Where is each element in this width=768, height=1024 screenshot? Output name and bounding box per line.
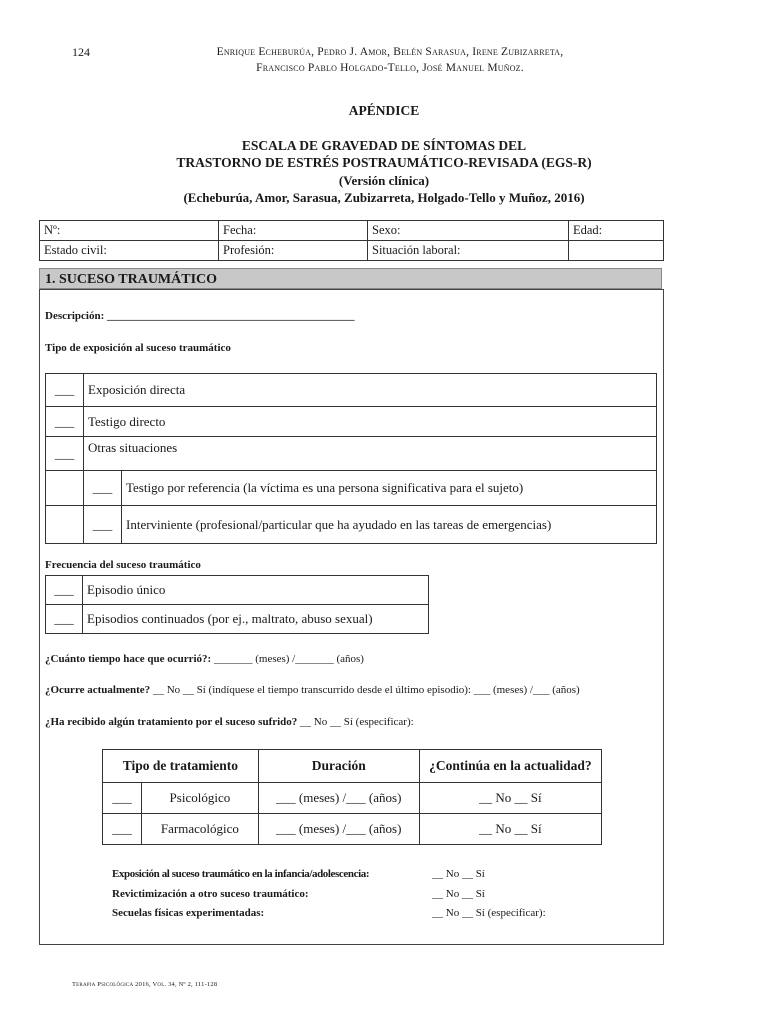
question-time-label: ¿Cuánto tiempo hace que ocurrió?:	[45, 653, 212, 665]
final-item	[112, 888, 652, 900]
question-current-label: ¿Ocurre actualmente?	[45, 684, 151, 696]
authors-line-2: Francisco Pablo Holgado-Tello, José Manuel Muñoz.	[256, 62, 524, 74]
scale-authors: (Echeburúa, Amor, Sarasua, Zubizarreta, Holgado-Tello y Muñoz, 2016)	[183, 190, 585, 205]
final-item-label: Exposición al suceso traumático en la infancia/adolescencia:	[112, 868, 370, 880]
participant-info-table	[39, 220, 664, 261]
treatment-continues-header: ¿Continúa en la actualidad?	[419, 750, 601, 783]
treatment-duration[interactable]: ___ (meses) /___ (años)	[258, 783, 419, 814]
question-treatment	[45, 716, 414, 728]
description-line[interactable]: _____________________________________________	[107, 310, 355, 322]
exposure-sub-blank[interactable]: ___	[84, 506, 122, 544]
exposure-sub-blank[interactable]: ___	[84, 471, 122, 506]
treatment-duration[interactable]: ___ (meses) /___ (años)	[258, 814, 419, 845]
scale-version: (Versión clínica)	[338, 173, 430, 188]
field-age[interactable]: Edad:	[569, 221, 664, 241]
exposure-blank[interactable]: ___	[46, 437, 84, 471]
frequency-item: Episodios continuados (por ej., maltrato, abuso sexual)	[83, 605, 429, 634]
question-treatment-label: ¿Ha recibido algún tratamiento por el suceso sufrido?	[45, 716, 298, 728]
exposure-item: Testigo directo	[84, 407, 657, 437]
frequency-label: Frecuencia del suceso traumático	[45, 559, 201, 571]
description-label: Descripción:	[45, 310, 105, 322]
field-profession[interactable]: Profesión:	[219, 241, 368, 261]
treatment-blank[interactable]: ___	[103, 783, 142, 814]
question-current	[45, 684, 580, 696]
scale-title-line-1: ESCALA DE GRAVEDAD DE SÍNTOMAS DEL	[241, 138, 527, 153]
treatment-type: Psicológico	[142, 783, 259, 814]
final-item	[112, 868, 652, 880]
question-time	[45, 653, 364, 665]
final-item-answer[interactable]: __ No __ Sí	[432, 868, 485, 880]
treatment-duration-header: Duración	[258, 750, 419, 783]
exposure-item: Exposición directa	[84, 374, 657, 407]
exposure-blank[interactable]: ___	[46, 374, 84, 407]
field-date[interactable]: Fecha:	[219, 221, 368, 241]
appendix-title: APÉNDICE	[348, 103, 420, 118]
footer-citation: Terapia Psicológica 2016, Vol. 34, Nº 2, 111-128	[72, 981, 218, 988]
final-item-label: Revictimización a otro suceso traumático:	[112, 888, 309, 900]
final-item	[112, 907, 652, 919]
field-sex[interactable]: Sexo:	[368, 221, 569, 241]
final-item-label: Secuelas físicas experimentadas:	[112, 907, 265, 919]
frequency-table	[45, 575, 429, 634]
question-treatment-answer[interactable]: __ No __ Sí (especificar):	[297, 716, 414, 728]
treatment-continues[interactable]: __ No __ Sí	[419, 814, 601, 845]
scale-title-line-2: TRASTORNO DE ESTRÉS POSTRAUMÁTICO-REVISADA (EGS-R)	[176, 155, 592, 170]
question-current-answer[interactable]: __ No __ Sí (indíquese el tiempo transcurrido desde el último episodio): ___ (meses) /___ (años)	[150, 684, 580, 696]
exposure-label: Tipo de exposición al suceso traumático	[45, 342, 231, 354]
field-empty	[569, 241, 664, 261]
field-employment[interactable]: Situación laboral:	[368, 241, 569, 261]
authors-line-1: Enrique Echeburúa, Pedro J. Amor, Belén Sarasua, Irene Zubizarreta,	[216, 46, 564, 58]
exposure-subitem: Testigo por referencia (la víctima es una persona significativa para el sujeto)	[122, 471, 657, 506]
treatment-table	[102, 749, 602, 845]
exposure-blank[interactable]: ___	[46, 407, 84, 437]
question-time-answer[interactable]: _______ (meses) /_______ (años)	[211, 653, 364, 665]
field-marital-status[interactable]: Estado civil:	[40, 241, 219, 261]
empty-cell	[46, 471, 84, 506]
final-item-answer[interactable]: __ No __ Sí (especificar):	[432, 907, 546, 919]
field-number[interactable]: Nº:	[40, 221, 219, 241]
page-number: 124	[72, 45, 90, 59]
treatment-type: Farmacológico	[142, 814, 259, 845]
exposure-item: Otras situaciones	[84, 437, 657, 471]
frequency-blank[interactable]: ___	[46, 605, 83, 634]
empty-cell	[46, 506, 84, 544]
authors	[150, 44, 630, 76]
treatment-blank[interactable]: ___	[103, 814, 142, 845]
section-heading: 1. SUCESO TRAUMÁTICO	[39, 268, 662, 289]
frequency-item: Episodio único	[83, 576, 429, 605]
treatment-type-header: Tipo de tratamiento	[103, 750, 259, 783]
frequency-blank[interactable]: ___	[46, 576, 83, 605]
treatment-continues[interactable]: __ No __ Sí	[419, 783, 601, 814]
description-row	[45, 310, 355, 322]
exposure-table	[45, 373, 657, 544]
exposure-subitem: Interviniente (profesional/particular que ha ayudado en las tareas de emergencias)	[122, 506, 657, 544]
final-item-answer[interactable]: __ No __ Sí	[432, 888, 485, 900]
